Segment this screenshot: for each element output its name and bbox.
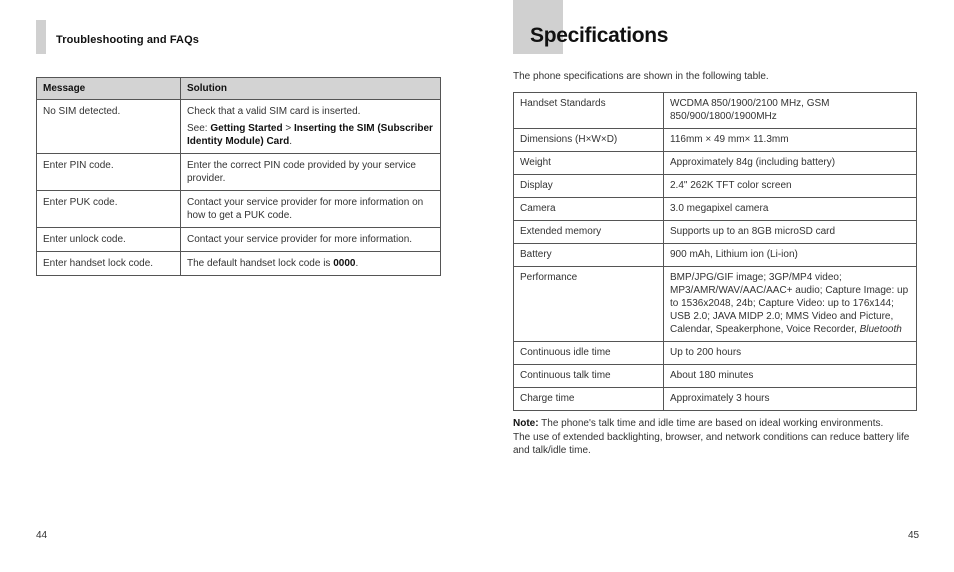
page-number: 45	[908, 530, 920, 541]
spec-label: Battery	[514, 244, 664, 267]
table-row	[514, 365, 917, 388]
spec-label: Continuous talk time	[514, 365, 664, 388]
spec-value: 116mm × 49 mm× 11.3mm	[664, 129, 917, 152]
table-header-row	[37, 78, 441, 100]
troubleshooting-table	[36, 77, 441, 276]
message-cell: Enter handset lock code.	[37, 252, 181, 276]
spec-value: 900 mAh, Lithium ion (Li-ion)	[664, 244, 917, 267]
spec-label: Dimensions (H×W×D)	[514, 129, 664, 152]
note-text-1: The phone's talk time and idle time are based on ideal working environments.	[538, 418, 884, 429]
spec-value: Up to 200 hours	[664, 342, 917, 365]
table-row	[514, 93, 917, 129]
spec-value: About 180 minutes	[664, 365, 917, 388]
message-cell: No SIM detected.	[37, 100, 181, 154]
right-page	[477, 0, 954, 572]
spec-label: Charge time	[514, 388, 664, 411]
page-title: Specifications	[530, 24, 669, 47]
spec-label: Extended memory	[514, 221, 664, 244]
see-end: .	[289, 136, 293, 147]
table-row	[514, 152, 917, 175]
message-cell: Enter PIN code.	[37, 154, 181, 191]
spec-value: WCDMA 850/1900/2100 MHz, GSM 850/900/1800/1900MHz	[664, 93, 917, 129]
message-cell: Enter unlock code.	[37, 228, 181, 252]
spec-value	[664, 267, 917, 342]
spec-label: Continuous idle time	[514, 342, 664, 365]
table-row	[514, 342, 917, 365]
see-link-inserting-sim: Inserting the SIM (Subscriber Identity Module) Card	[187, 123, 433, 147]
table-row	[37, 154, 441, 191]
spec-label: Performance	[514, 267, 664, 342]
spec-value-italic: Bluetooth	[859, 324, 902, 335]
table-row	[37, 100, 441, 154]
solution-text: The default handset lock code is	[187, 258, 334, 269]
spec-value: 3.0 megapixel camera	[664, 198, 917, 221]
spec-label: Camera	[514, 198, 664, 221]
spec-value-text: BMP/JPG/GIF image; 3GP/MP4 video; MP3/AMR/WAV/AAC/AAC+ audio; Capture Image: up to 1536x2048, 24b; Capture Video: up to 176x144; USB 2.0; JAVA MIDP 2.0; MMS Video and Picture, Calendar, Speakerphone, Voice Recorder,	[670, 272, 909, 335]
see-separator: >	[282, 123, 294, 134]
solution-cell: Contact your service provider for more information.	[181, 228, 441, 252]
note-block	[513, 417, 913, 458]
page-number: 44	[36, 530, 48, 541]
table-row	[514, 221, 917, 244]
section-heading: Troubleshooting and FAQs	[56, 34, 199, 46]
spec-label: Display	[514, 175, 664, 198]
spec-value: 2.4" 262K TFT color screen	[664, 175, 917, 198]
table-row	[514, 175, 917, 198]
intro-text: The phone specifications are shown in the following table.	[513, 71, 769, 82]
header-solution: Solution	[181, 78, 441, 100]
specifications-table	[513, 92, 917, 411]
header-message: Message	[37, 78, 181, 100]
solution-cell: Enter the correct PIN code provided by your service provider.	[181, 154, 441, 191]
section-tab-marker	[36, 20, 46, 54]
solution-text: Check that a valid SIM card is inserted.	[187, 106, 361, 117]
note-label: Note:	[513, 418, 539, 429]
spec-label: Weight	[514, 152, 664, 175]
lock-code: 0000	[333, 258, 356, 269]
solution-cell: Contact your service provider for more information on how to get a PUK code.	[181, 191, 441, 228]
note-text-2: The use of extended backlighting, browser, and network conditions can reduce battery life and talk/idle time.	[513, 431, 910, 456]
table-row	[514, 129, 917, 152]
see-link-getting-started: Getting Started	[210, 123, 283, 134]
table-row	[514, 198, 917, 221]
table-row	[37, 228, 441, 252]
spec-label: Handset Standards	[514, 93, 664, 129]
solution-cell	[181, 100, 441, 154]
table-row	[37, 191, 441, 228]
note-line-1	[513, 417, 913, 431]
table-row	[514, 244, 917, 267]
see-reference	[187, 122, 434, 148]
solution-end: .	[355, 258, 359, 269]
spec-value: Approximately 84g (including battery)	[664, 152, 917, 175]
table-row	[37, 252, 441, 276]
table-row	[514, 267, 917, 342]
message-cell: Enter PUK code.	[37, 191, 181, 228]
spec-value: Approximately 3 hours	[664, 388, 917, 411]
table-row	[514, 388, 917, 411]
solution-cell	[181, 252, 441, 276]
see-prefix: See:	[187, 123, 211, 134]
spec-value: Supports up to an 8GB microSD card	[664, 221, 917, 244]
